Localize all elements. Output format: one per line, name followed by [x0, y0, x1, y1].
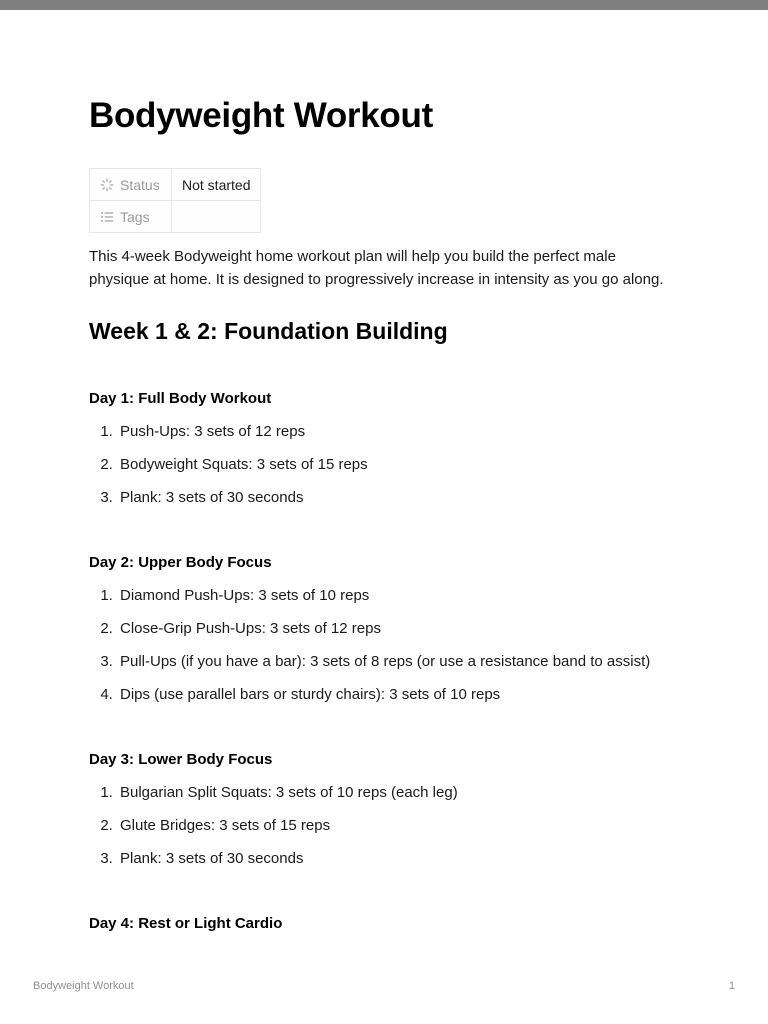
bulleted-list-icon: [100, 210, 114, 224]
day-3-exercise-list: [89, 782, 671, 870]
exercise-item: 3. Plank: 3 sets of 30 seconds: [117, 487, 671, 509]
document-content: [89, 96, 671, 934]
day-3-heading: Day 3: Lower Body Focus: [89, 751, 273, 768]
document-page: [0, 10, 768, 934]
page-title: Bodyweight Workout: [89, 96, 433, 135]
property-row-tags: [90, 201, 261, 233]
status-property-label: Status: [120, 176, 160, 193]
day-1-exercise-list: [89, 421, 671, 509]
exercise-item: 2. Bodyweight Squats: 3 sets of 15 reps: [117, 454, 671, 476]
exercise-item: 1. Diamond Push-Ups: 3 sets of 10 reps: [117, 585, 671, 607]
exercise-item: 1. Push-Ups: 3 sets of 12 reps: [117, 421, 671, 443]
tags-property-label-cell: [90, 201, 172, 233]
status-property-value: Not started: [172, 169, 261, 201]
exercise-item: 4. Dips (use parallel bars or sturdy chairs): 3 sets of 10 reps: [117, 684, 671, 706]
status-property-label-cell: [90, 169, 172, 201]
day-2-exercise-list: [89, 585, 671, 706]
footer-page-number: 1: [728, 980, 735, 992]
exercise-item: 3. Pull-Ups (if you have a bar): 3 sets of 8 reps (or use a resistance band to assist): [117, 651, 671, 673]
spinner-icon: [100, 178, 114, 192]
exercise-item: 3. Plank: 3 sets of 30 seconds: [117, 848, 671, 870]
week-1-2-heading: Week 1 & 2: Foundation Building: [89, 318, 448, 344]
exercise-item: 2. Close-Grip Push-Ups: 3 sets of 12 reps: [117, 618, 671, 640]
footer-doc-title: Bodyweight Workout: [33, 980, 134, 992]
viewer-chrome-strip: [0, 0, 768, 10]
tags-property-label: Tags: [120, 208, 150, 225]
day-2-heading: Day 2: Upper Body Focus: [89, 554, 272, 571]
exercise-item: 1. Bulgarian Split Squats: 3 sets of 10 reps (each leg): [117, 782, 671, 804]
exercise-item: 2. Glute Bridges: 3 sets of 15 reps: [117, 815, 671, 837]
day-1-heading: Day 1: Full Body Workout: [89, 390, 272, 407]
tags-property-value: [172, 201, 261, 233]
page-footer: [33, 980, 735, 992]
properties-table: [89, 168, 261, 233]
intro-paragraph: This 4-week Bodyweight home workout plan will help you build the perfect male physique at home. It is designed to progressively increase in intensity as you go along.: [89, 248, 664, 288]
day-4-heading: Day 4: Rest or Light Cardio: [89, 915, 283, 932]
property-row-status: [90, 169, 261, 201]
